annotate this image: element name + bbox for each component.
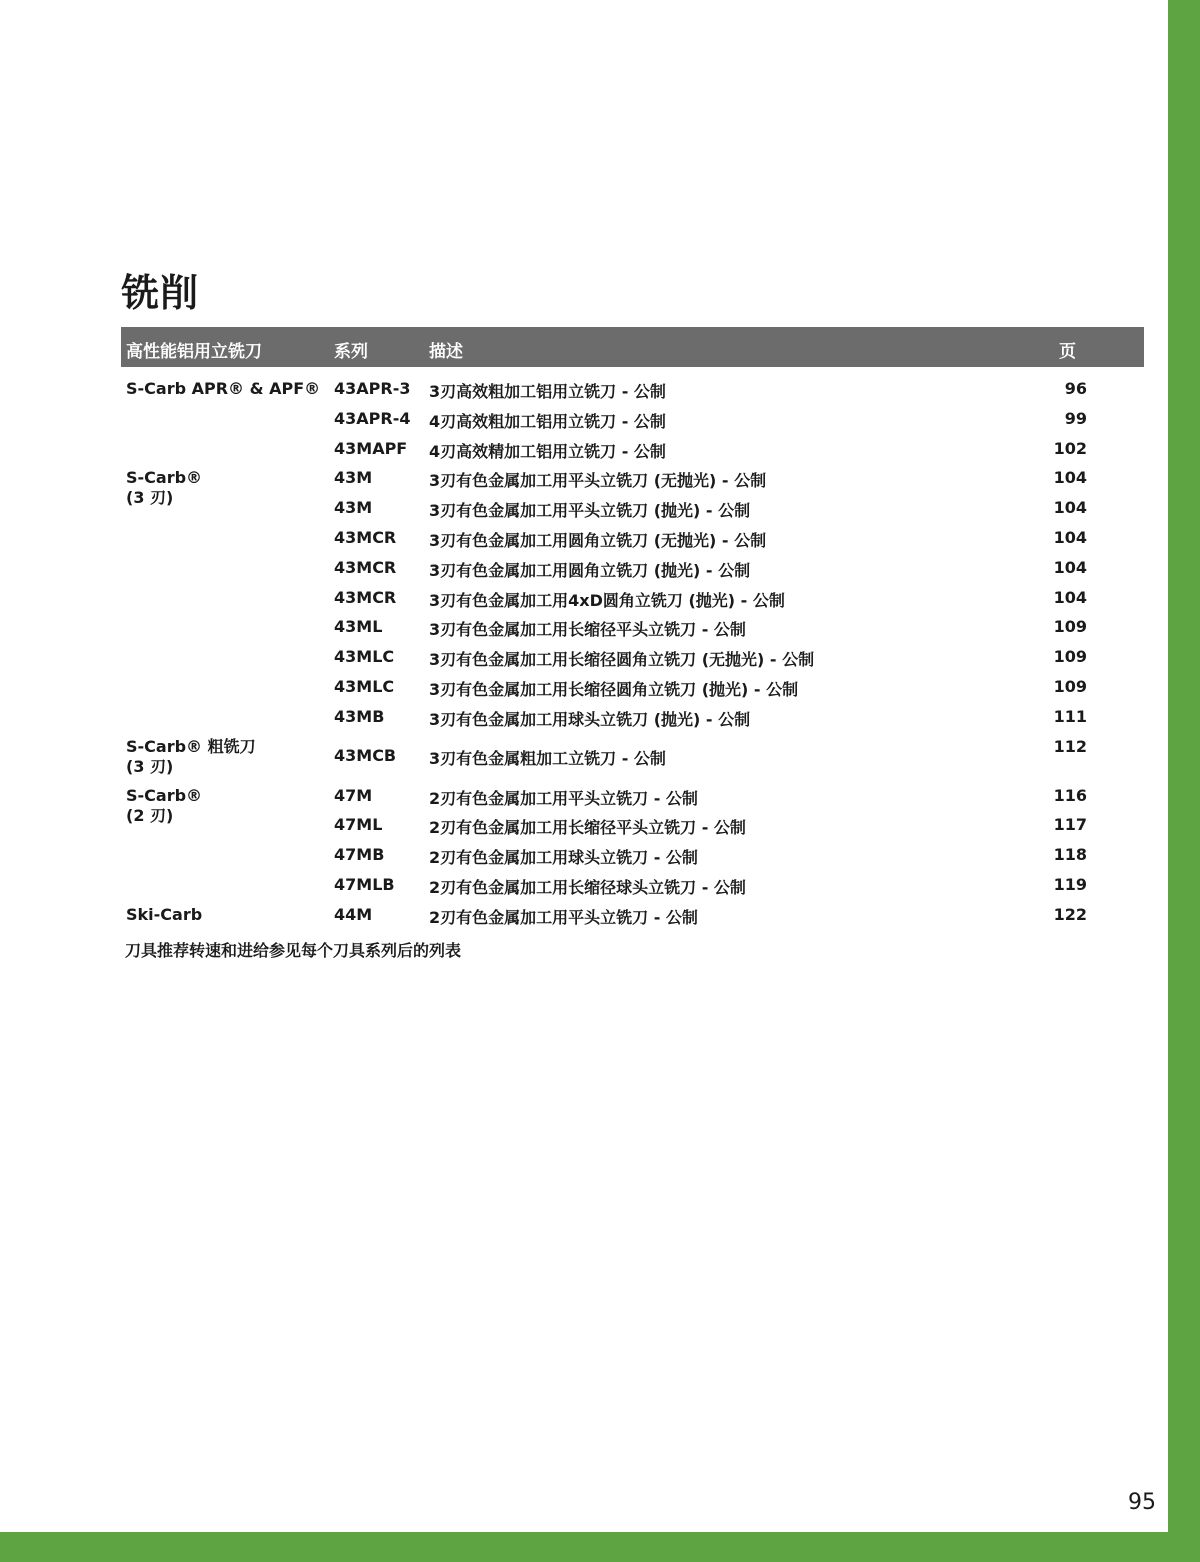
row-description: 2刃有色金属加工用长缩径球头立铣刀 - 公制	[429, 877, 746, 897]
row-description: 2刃有色金属加工用球头立铣刀 - 公制	[429, 848, 698, 868]
row-description: 2刃有色金属加工用平头立铣刀 - 公制	[429, 788, 698, 808]
row-series: 43MCB	[334, 745, 397, 765]
row-page: 122	[1053, 904, 1087, 924]
row-page: 116	[1053, 785, 1087, 805]
row-page: 104	[1053, 587, 1087, 607]
row-description: 3刃有色金属加工用长缩径平头立铣刀 - 公制	[429, 620, 746, 640]
page-title: 铣削	[121, 271, 200, 315]
row-page: 111	[1053, 706, 1087, 726]
row-page: 104	[1053, 468, 1087, 488]
row-page: 109	[1053, 617, 1087, 637]
row-description: 3刃有色金属加工用圆角立铣刀 (抛光) - 公制	[429, 560, 751, 580]
row-page: 104	[1053, 498, 1087, 518]
row-description: 3刃有色金属加工用圆角立铣刀 (无抛光) - 公制	[429, 530, 767, 550]
row-series: 47MB	[334, 845, 385, 865]
table-row	[121, 613, 1144, 643]
row-series: 43APR-3	[334, 379, 411, 398]
row-series: 43M	[334, 468, 373, 488]
row-group: S-Carb® 粗铣刀 (3 刃)	[126, 736, 256, 776]
row-series: 43M	[334, 498, 373, 518]
table-row	[121, 673, 1144, 703]
table-row	[121, 405, 1144, 435]
row-description: 3刃高效粗加工铝用立铣刀 - 公制	[429, 382, 666, 401]
row-page: 104	[1053, 527, 1087, 547]
row-group: S-Carb® (2 刃)	[126, 785, 203, 825]
row-series: 47MLB	[334, 874, 395, 894]
row-series: 43MAPF	[334, 438, 408, 458]
row-group: S-Carb APR® & APF®	[126, 379, 321, 398]
row-series: 43APR-4	[334, 408, 411, 428]
table-body	[121, 375, 1144, 931]
row-page: 112	[1053, 736, 1087, 756]
product-index-table	[121, 327, 1144, 931]
row-page: 118	[1053, 845, 1087, 865]
header-page: 页	[1059, 342, 1076, 362]
table-row	[121, 584, 1144, 614]
table-row	[121, 703, 1144, 733]
table-row	[121, 494, 1144, 524]
row-description: 3刃有色金属加工用长缩径圆角立铣刀 (抛光) - 公制	[429, 679, 799, 699]
row-series: 43MLC	[334, 647, 395, 667]
header-description: 描述	[429, 342, 463, 362]
row-description: 3刃有色金属加工用平头立铣刀 (无抛光) - 公制	[429, 471, 767, 491]
table-row	[121, 841, 1144, 871]
row-page: 109	[1053, 647, 1087, 667]
header-group: 高性能铝用立铣刀	[126, 342, 262, 362]
row-description: 2刃有色金属加工用平头立铣刀 - 公制	[429, 907, 698, 927]
row-page: 117	[1053, 815, 1087, 835]
row-series: 43ML	[334, 617, 383, 637]
row-description: 3刃有色金属加工用球头立铣刀 (抛光) - 公制	[429, 709, 751, 729]
row-series: 43MCR	[334, 587, 397, 607]
table-row	[121, 901, 1144, 931]
row-description: 4刃高效精加工铝用立铣刀 - 公制	[429, 441, 666, 461]
header-series: 系列	[334, 342, 368, 362]
table-row	[121, 554, 1144, 584]
row-description: 4刃高效粗加工铝用立铣刀 - 公制	[429, 411, 666, 431]
row-description: 3刃有色金属加工用长缩径圆角立铣刀 (无抛光) - 公制	[429, 650, 815, 670]
table-header	[121, 327, 1144, 367]
row-group: Ski-Carb	[126, 904, 203, 924]
table-row	[121, 733, 1144, 782]
footnote: 刀具推荐转速和进给参见每个刀具系列后的列表	[125, 941, 462, 960]
table-row	[121, 643, 1144, 673]
row-page: 109	[1053, 676, 1087, 696]
row-description: 3刃有色金属加工用平头立铣刀 (抛光) - 公制	[429, 501, 751, 521]
row-page: 96	[1064, 379, 1087, 398]
row-description: 2刃有色金属加工用长缩径平头立铣刀 - 公制	[429, 818, 746, 838]
row-series: 43MCR	[334, 557, 397, 577]
green-edge-bar-right	[1168, 0, 1200, 1562]
table-row	[121, 524, 1144, 554]
row-description: 3刃有色金属粗加工立铣刀 - 公制	[429, 748, 666, 768]
table-row	[121, 464, 1144, 508]
row-series: 43MLC	[334, 676, 395, 696]
row-description: 3刃有色金属加工用4xD圆角立铣刀 (抛光) - 公制	[429, 590, 785, 610]
row-series: 44M	[334, 904, 373, 924]
row-page: 99	[1064, 408, 1087, 428]
table-row	[121, 811, 1144, 841]
table-row	[121, 435, 1144, 465]
row-group: S-Carb® (3 刃)	[126, 468, 203, 508]
page-number: 95	[1128, 1490, 1156, 1515]
green-edge-bar-bottom	[0, 1532, 1200, 1562]
row-page: 104	[1053, 557, 1087, 577]
row-page: 119	[1053, 874, 1087, 894]
row-series: 43MCR	[334, 527, 397, 547]
row-page: 102	[1053, 438, 1087, 458]
row-series: 47ML	[334, 815, 383, 835]
table-row	[121, 375, 1144, 405]
row-series: 47M	[334, 785, 373, 805]
row-series: 43MB	[334, 706, 385, 726]
table-row	[121, 871, 1144, 901]
